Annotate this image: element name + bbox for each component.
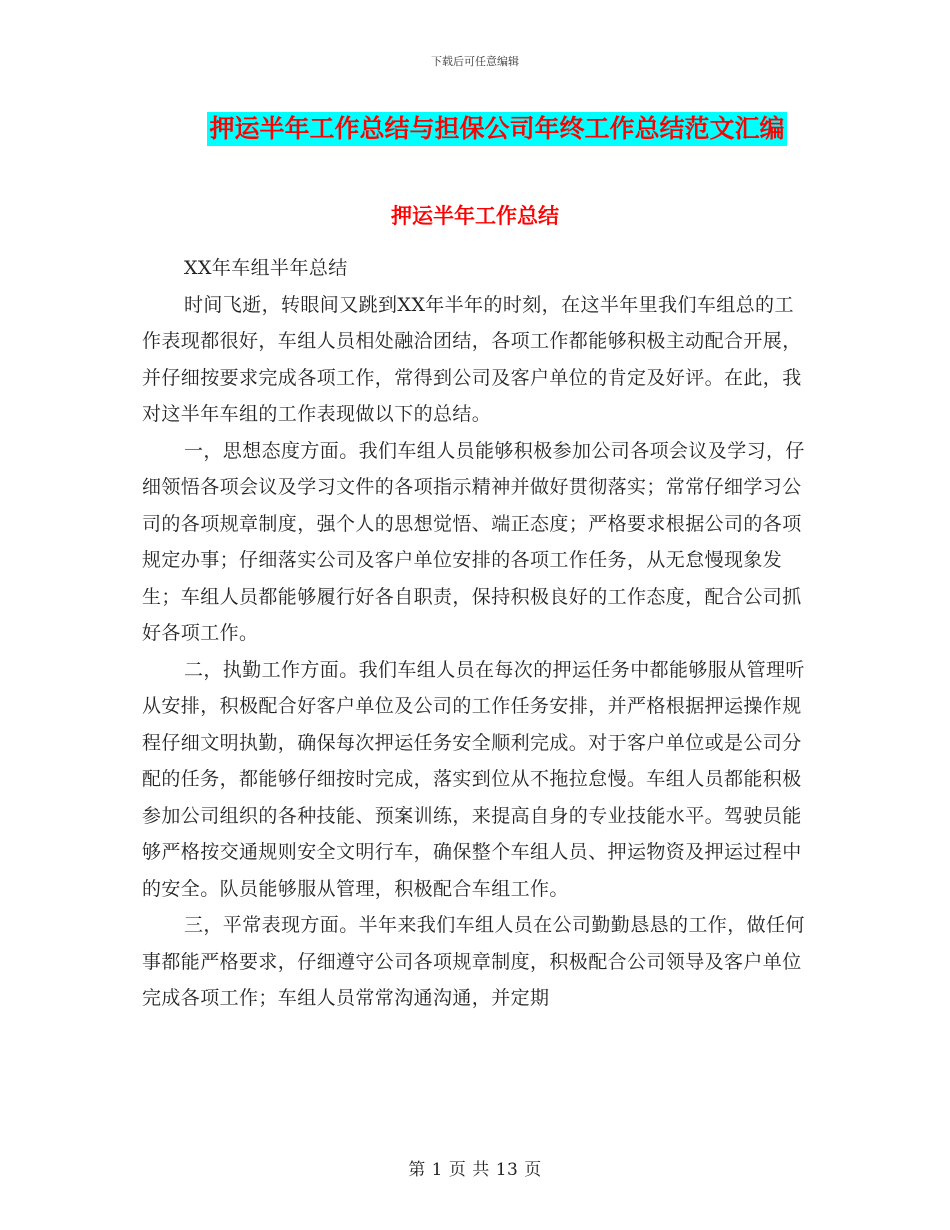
document-body [142, 250, 810, 1017]
title-container [0, 112, 950, 146]
page-number: 第 1 页 共 13 页 [408, 1160, 542, 1180]
paragraph-duty: 二，执勤工作方面。我们车组人员在每次的押运任务中都能够服从管理听从安排，积极配合好客户单位及公司的工作任务安排，并严格根据押运操作规程仔细文明执勤，确保每次押运任务安全顺利完成。对于客户单位或是公司分配的任务，都能够仔细按时完成，落实到位从不拖拉怠慢。车组人员都能积极参加公司组织的各种技能、预案训练，来提高自身的专业技能水平。驾驶员能够严格按交通规则安全文明行车，确保整个车组人员、押运物资及押运过程中的安全。队员能够服从管理，积极配合车组工作。 [142, 658, 805, 900]
section-title: 押运半年工作总结 [391, 203, 559, 228]
paragraph-attitude: 一，思想态度方面。我们车组人员能够积极参加公司各项会议及学习，仔细领悟各项会议及学习文件的各项指示精神并做好贯彻落实；常常仔细学习公司的各项规章制度，强个人的思想觉悟、端正态度；严格要求根据公司的各项规定办事；仔细落实公司及客户单位安排的各项工作任务，从无怠慢现象发生；车组人员都能够履行好各自职责，保持积极良好的工作态度，配合公司抓好各项工作。 [142, 439, 805, 644]
header-note: 下载后可任意编辑 [431, 55, 519, 68]
document-title: 押运半年工作总结与担保公司年终工作总结范文汇编 [207, 112, 786, 146]
paragraph-performance: 三，平常表现方面。半年来我们车组人员在公司勤勤恳恳的工作，做任何事都能严格要求，仔细遵守公司各项规章制度，积极配合公司领导及客户单位完成各项工作；车组人员常常沟通沟通，并定期 [142, 914, 805, 1009]
paragraph-intro: 时间飞逝，转眼间又跳到XX年半年的时刻，在这半年里我们车组总的工作表现都很好，车组人员相处融洽团结，各项工作都能够积极主动配合开展，并仔细按要求完成各项工作，常得到公司及客户单位的肯定及好评。在此，我对这半年车组的工作表现做以下的总结。 [142, 293, 802, 425]
paragraph-subtitle: XX年车组半年总结 [184, 257, 348, 279]
